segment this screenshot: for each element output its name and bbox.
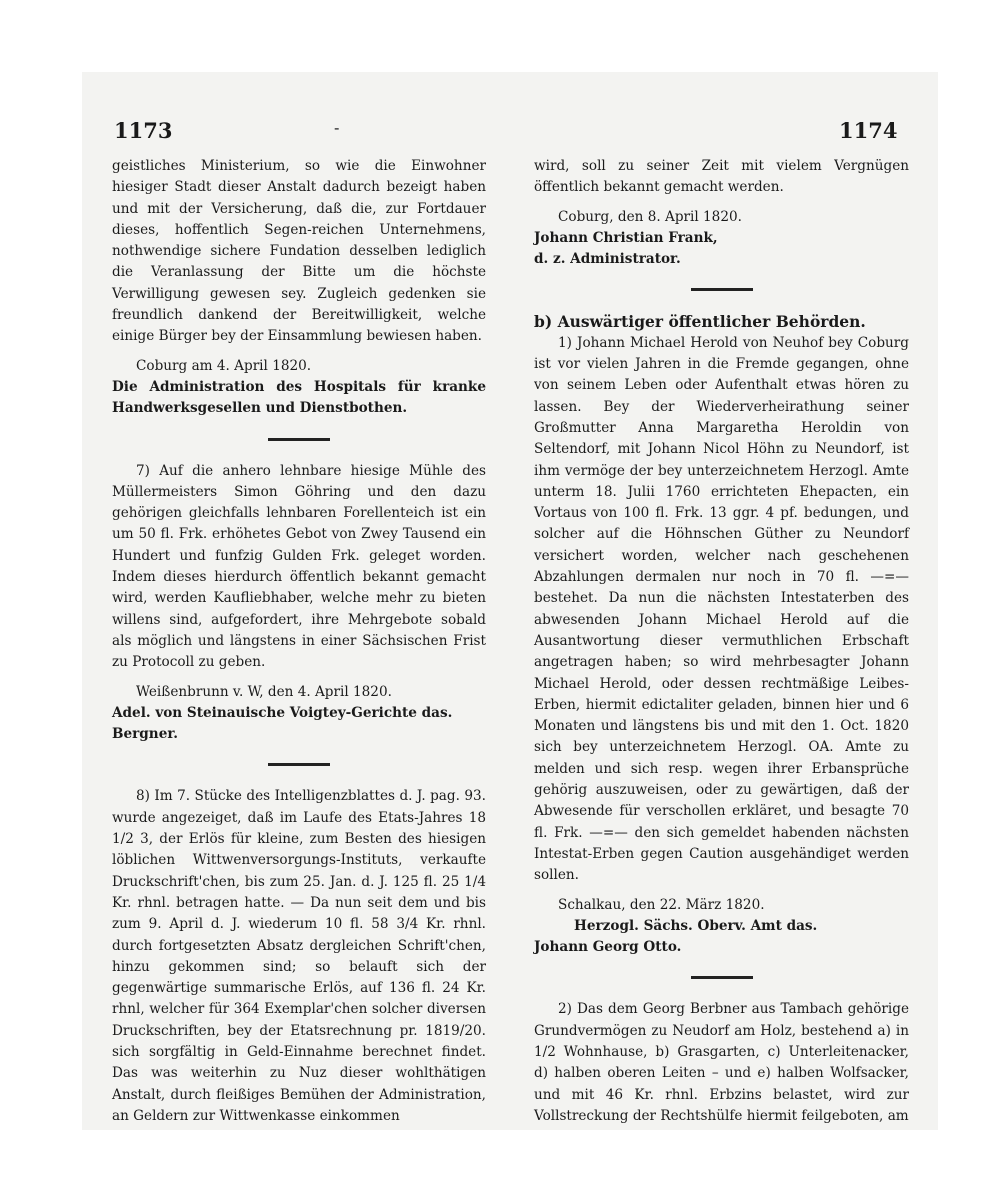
notice-b2-text: 2) Das dem Georg Berbner aus Tambach gehörige Grundvermögen zu Neudorf am Holz, bestehend a) in 1/2 Wohnhause, b) Grasgarten, c) Unterleitenacker, d) halben oberen Leiten – und e) halben Wolfsacker, und mit 46 Kr. rhnl. Erbzins belastet, wird zur Vollstreckung der Rechtshülfe hiermit feilgeboten, am <box>534 1001 909 1124</box>
section-heading: b) Auswärtiger öffentlicher Behörden. <box>534 312 866 332</box>
notice-hospital-signature: Die Administration des Hospitals für kranke Handwerksgesellen und Dienstbothen. <box>112 378 486 417</box>
notice-8-continued-text: wird, soll zu seiner Zeit mit vielem Vergnügen öffentlich bekannt gemacht werden. <box>534 158 909 196</box>
newspaper-page <box>82 72 938 1130</box>
notice-hospital-date: Coburg am 4. April 1820. <box>136 357 312 374</box>
separator-line <box>268 438 330 441</box>
notice-8-signature-title: d. z. Administrator. <box>534 251 681 268</box>
notice-b1-signature-name: Johann Georg Otto. <box>534 939 682 956</box>
separator-line <box>691 288 753 291</box>
left-column <box>112 156 486 1130</box>
separator-line <box>691 976 753 979</box>
page-number-left: 1173 <box>114 118 173 143</box>
separator-line <box>268 763 330 766</box>
notice-b1-signature-office: Herzogl. Sächs. Oberv. Amt das. <box>574 917 818 934</box>
right-column <box>534 156 909 1130</box>
notice-8-date: Coburg, den 8. April 1820. <box>558 208 742 225</box>
notice-8-signature-name: Johann Christian Frank, <box>534 229 718 246</box>
notice-7-signature-office: Adel. von Steinauische Voigtey-Gerichte das. <box>112 704 453 721</box>
notice-b1-date: Schalkau, den 22. März 1820. <box>558 896 765 913</box>
notice-7-text: 7) Auf die anhero lehnbare hiesige Mühle des Müllermeisters Simon Göhring und den dazu gehörigen gleichfalls lehnbaren Forellenteich ist ein um 50 fl. Frk. erhöhetes Gebot von Zwey Tausend ein Hundert und funfzig Gulden Frk. geleget worden. Indem dieses hierdurch öffentlich bekannt gemacht wird, werden Kaufliebhaber, welche mehr zu bieten willens sind, aufgefordert, ihre Mehrgebote sobald als möglich und längstens in einer Sächsischen Frist zu Protocoll zu geben. <box>112 462 486 671</box>
header-mark: - <box>334 118 340 137</box>
notice-8-text: 8) Im 7. Stücke des Intelligenzblattes d. J. pag. 93. wurde angezeiget, daß im Laufe des Etats-Jahres 18 1/2 3, der Erlös für kleine, zum Besten des hiesigen löblichen Wittwenversorgungs-Instituts, verkaufte Druckschrift'chen, bis zum 25. Jan. d. J. 125 fl. 25 1/4 Kr. rhnl. betragen hatte. — Da nun seit dem und bis zum 9. April d. J. wiederum 10 fl. 58 3/4 Kr. rhnl. durch fortgesetzten Absatz dergleichen Schrift'chen, hinzu gekommen sind; so belauft sich der gegenwärtige summarische Erlös, auf 136 fl. 24 Kr. rhnl, welcher für 364 Exemplar'chen solcher diversen Druckschriften, bey der Etatsrechnung pr. 1819/20. sich sorgfältig in Geld-Einnahme berechnet findet. Das was weiterhin zu Nuz dieser wohlthätigen Anstalt, durch fleißiges Bemühen der Administration, an Geldern zur Wittwenkasse einkommen <box>112 788 486 1124</box>
notice-7-date: Weißenbrunn v. W, den 4. April 1820. <box>136 683 392 700</box>
notice-b1-text: 1) Johann Michael Herold von Neuhof bey Coburg ist vor vielen Jahren in die Fremde gegangen, ohne von seinem Leben oder Aufenthalt etwas hören zu lassen. Bey der Wiederverheirathung seiner Großmutter Anna Margaretha Heroldin von Seltendorf, mit Johann Nicol Höhn zu Neundorf, ist ihm vermöge der bey unterzeichnetem Herzogl. Amte unterm 18. Julii 1760 errichteten Ehepacten, ein Vortaus von 100 fl. Frk. 13 ggr. 4 pf. bedungen, und solcher auf die Höhnschen Güther zu Neundorf versichert worden, welcher nach geschehenen Abzahlungen dermalen nur noch in 70 fl. —=— bestehet. Da nun die nächsten Intestaterben des abwesenden Johann Michael Herold auf die Ausantwortung dieser vermuthlichen Erbschaft angetragen haben; so wird mehrbesagter Johann Michael Herold, oder dessen rechtmäßige Leibes-Erben, hiermit edictaliter geladen, binnen hier und 6 Monaten und längstens bis und mit den 1. Oct. 1820 sich bey unterzeichnetem Herzogl. OA. Amte zu melden und sich resp. wegen ihrer Erbansprüche gehörig auszuweisen, oder zu gewärtigen, daß der Abwesende für verschollen erkläret, und besagte 70 fl. Frk. —=— den sich gemeldet habenden nächsten Intestat-Erben gegen Caution ausgehändiget werden sollen. <box>534 334 909 884</box>
page-number-right: 1174 <box>839 118 898 143</box>
notice-hospital-text: geistliches Ministerium, so wie die Einwohner hiesiger Stadt dieser Anstalt dadurch bezeigt haben und mit der Versicherung, daß die, zur Fortdauer dieses, hoffentlich Segen-reichen Unternehmens, nothwendige sichere Fundation desselben lediglich die Veranlassung der Bitte um die höchste Verwilligung gewesen sey. Zugleich gedenken sie freundlich dankend der Bereitwilligkeit, welche einige Bürger bey der Einsammlung bewiesen haben. <box>112 158 486 345</box>
notice-7-signature-name: Bergner. <box>112 726 178 743</box>
